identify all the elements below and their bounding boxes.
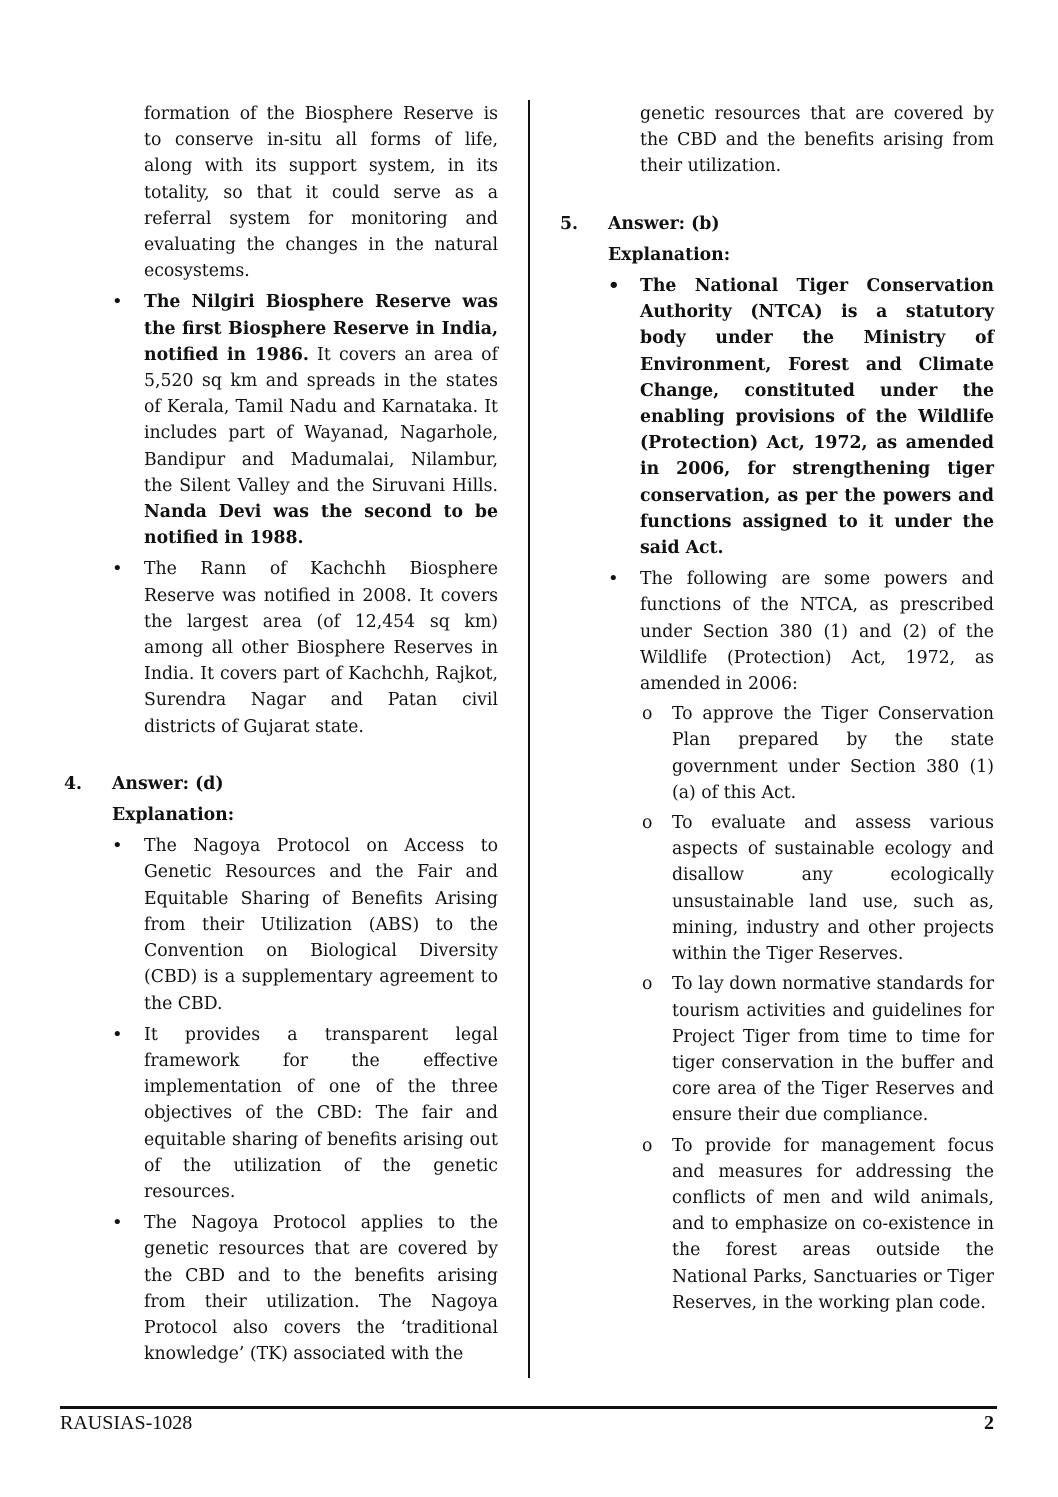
question-number: 5. bbox=[560, 213, 579, 234]
question-4-answer bbox=[60, 771, 498, 797]
explanation-heading: Explanation: bbox=[112, 805, 235, 826]
q4-bullet-1: • The Nagoya Protocol on Access to Genetic Resources and the Fair and Equitable Sharing of Benefits Arising from their Utilization (ABS) to the Convention on Biological Diversity (CBD) is a supplementary agreement to the CBD. bbox=[60, 833, 498, 1016]
answer-label: Answer: (d) bbox=[112, 773, 224, 794]
page-number: 2 bbox=[984, 1412, 994, 1434]
nilgiri-bold-lead: The Nilgiri Biosphere Reserve was the first Biosphere Reserve in India, notified in 1986. bbox=[144, 292, 498, 365]
sub-item: o To provide for management focus and measures for addressing the conflicts of men and wild animals, and to emphasize on co-existence in the forest areas outside the National Parks, Sanctuaries or Tiger Reserves, in the working plan code. bbox=[556, 1133, 994, 1316]
continued-paragraph: genetic resources that are covered by the CBD and the benefits arising from their utilization. bbox=[640, 104, 994, 177]
bullet-nilgiri bbox=[60, 289, 498, 551]
explanation-heading: Explanation: bbox=[608, 244, 731, 265]
continued-paragraph: formation of the Biosphere Reserve is to conserve in-situ all forms of life, along with its support system, in its totality, so that it could serve as a referral system for monitoring and evaluating the changes in the natural ecosystems. bbox=[144, 104, 498, 282]
sub-item: o To lay down normative standards for tourism activities and guidelines for Project Tiger from time to time for tiger conservation in the buffer and core area of the Tiger Reserves and ensure their due compliance. bbox=[556, 971, 994, 1128]
answer-label: Answer: (b) bbox=[608, 213, 720, 234]
left-column bbox=[60, 101, 498, 1367]
question-number: 4. bbox=[64, 773, 83, 794]
q4-bullet-3: • The Nagoya Protocol applies to the genetic resources that are covered by the CBD and to the benefits arising from their utilization. The Nagoya Protocol also covers the ‘traditional knowledge’ (TK) associated with the bbox=[60, 1210, 498, 1367]
nilgiri-text: It covers an area of 5,520 sq km and spreads in the states of Kerala, Tamil Nadu and Karnataka. It includes part of Wayanad, Nagarhole, Bandipur and Madumalai, Nilambur, the Silent Valley and the Siruvani Hills. bbox=[144, 344, 498, 496]
footer-rule bbox=[60, 1406, 997, 1409]
q5-bullet-ntca: • The National Tiger Conservation Authority (NTCA) is a statutory body under the Ministry of Environment, Forest and Climate Change, constituted under the enabling provisions of the Wildlife (Protection) Act, 1972, as amended in 2006, for strengthening tiger conservation, as per the powers and functions assigned to it under the said Act. bbox=[556, 273, 994, 561]
question-5-answer bbox=[556, 211, 994, 237]
q4-bullet-2: • It provides a transparent legal framework for the effective implementation of one of the three objectives of the CBD: The fair and equitable sharing of benefits arising out of the utilization of the genetic resources. bbox=[60, 1022, 498, 1205]
nanda-devi-bold: Nanda Devi was the second to be notified in 1988. bbox=[144, 502, 498, 549]
column-divider bbox=[528, 100, 530, 1378]
q5-bullet-powers: • The following are some powers and functions of the NTCA, as prescribed under Section 380 (1) and (2) of the Wildlife (Protection) Act, 1972, as amended in 2006: bbox=[556, 566, 994, 697]
footer-doc-id: RAUSIAS-1028 bbox=[60, 1412, 193, 1434]
sub-item: o To evaluate and assess various aspects of sustainable ecology and disallow any ecologically unsustainable land use, such as, mining, industry and other projects within the Tiger Reserves. bbox=[556, 810, 994, 967]
right-column bbox=[556, 101, 994, 1316]
bullet-rann: • The Rann of Kachchh Biosphere Reserve was notified in 2008. It covers the largest area (of 12,454 sq km) among all other Biosphere Reserves in India. It covers part of Kachchh, Rajkot, Surendra Nagar and Patan civil districts of Gujarat state. bbox=[60, 556, 498, 739]
sub-item: o To approve the Tiger Conservation Plan prepared by the state government under Section 380 (1) (a) of this Act. bbox=[556, 701, 994, 806]
